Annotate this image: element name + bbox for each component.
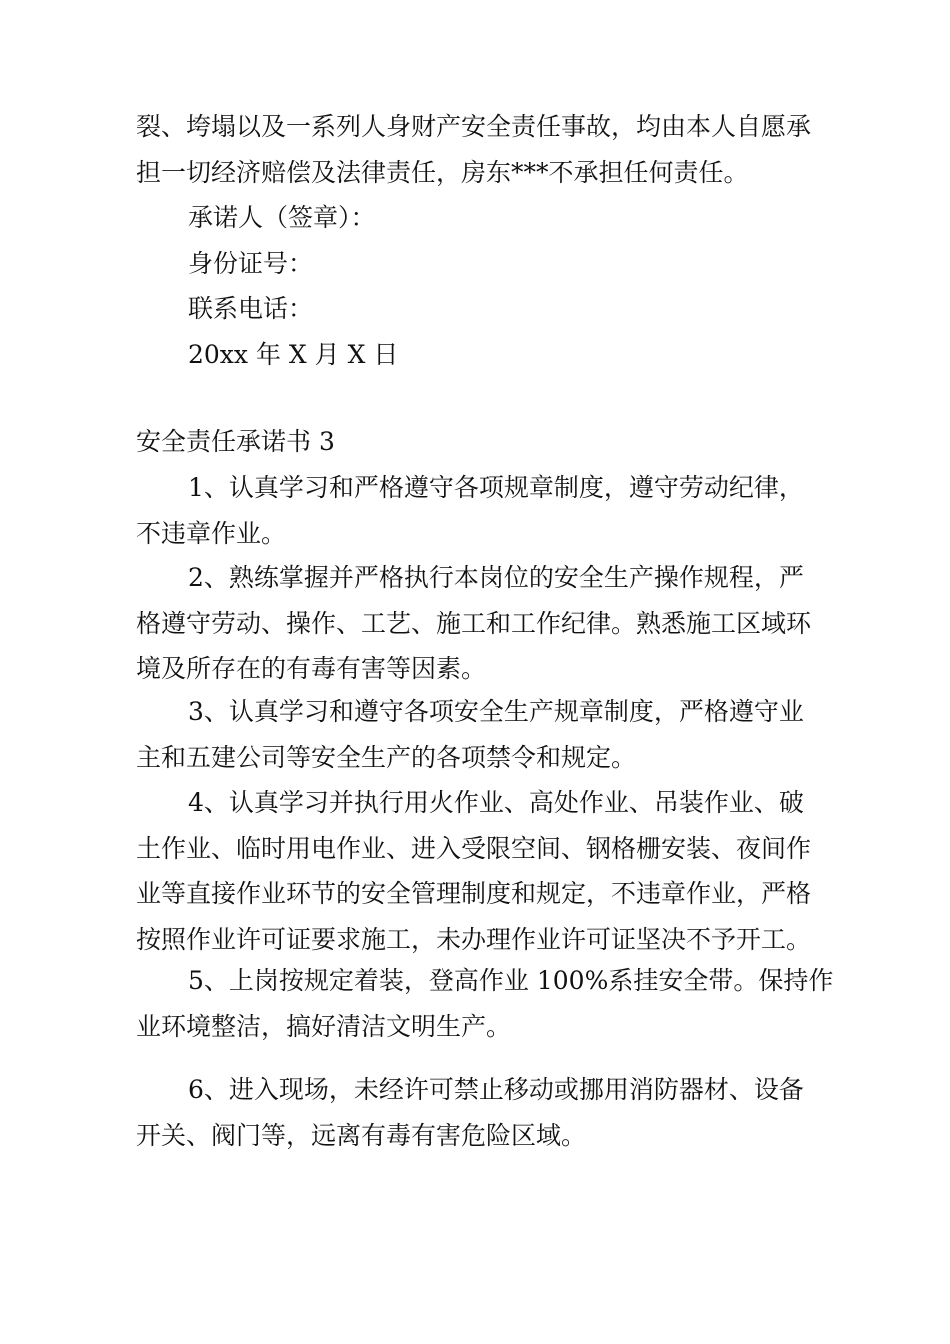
section-title [136, 419, 826, 465]
text-line: 不违章作业。 [136, 518, 287, 548]
text-line: 土作业、临时用电作业、进入受限空间、钢格栅安装、夜间作 [136, 833, 812, 863]
text-line: 6、进入现场，未经许可禁止移动或挪用消防器材、设备 [188, 1075, 804, 1104]
text-line: 4、认真学习并执行用火作业、高处作业、吊装作业、破 [188, 788, 804, 817]
promisor-label: 承诺人（签章）： [188, 203, 376, 232]
text-line: 1、认真学习和严格遵守各项规章制度，遵守劳动纪律， [188, 473, 804, 502]
item-2 [136, 555, 826, 692]
item-3 [136, 689, 826, 780]
item-1 [136, 465, 826, 556]
text-line: 担一切经济赔偿及法律责任，房东***不承担任何责任。 [136, 157, 749, 187]
text-line: 开关、阀门等，远离有毒有害危险区域。 [136, 1120, 587, 1150]
text-line: 主和五建公司等安全生产的各项禁令和规定。 [136, 742, 637, 772]
text-line: 业环境整洁，搞好清洁文明生产。 [136, 1011, 512, 1041]
text-line: 3、认真学习和遵守各项安全生产规章制度，严格遵守业 [188, 697, 804, 726]
text-line: 2、熟练掌握并严格执行本岗位的安全生产操作规程，严 [188, 563, 804, 592]
text-line: 格遵守劳动、操作、工艺、施工和工作纪律。熟悉施工区域环 [136, 608, 812, 638]
date-label: 20xx 年 X 月 X 日 [188, 339, 399, 369]
continuation-paragraph [136, 104, 826, 195]
text-line: 5、上岗按规定着装，登高作业 100%系挂安全带。保持作 [188, 966, 834, 995]
item-6 [136, 1067, 826, 1158]
section-title-text: 安全责任承诺书 3 [136, 427, 335, 456]
text-line: 业等直接作业环节的安全管理制度和规定，不违章作业，严格 [136, 879, 812, 908]
signature-block [136, 195, 826, 377]
item-5 [136, 958, 834, 1049]
item-4 [136, 780, 826, 962]
text-line: 按照作业许可证要求施工，未办理作业许可证坚决不予开工。 [136, 924, 812, 954]
text-line: 境及所存在的有毒有害等因素。 [136, 654, 487, 683]
text-line: 裂、垮塌以及一系列人身财产安全责任事故，均由本人自愿承 [136, 112, 812, 141]
phone-label: 联系电话： [188, 294, 314, 323]
id-number-label: 身份证号： [188, 248, 314, 278]
